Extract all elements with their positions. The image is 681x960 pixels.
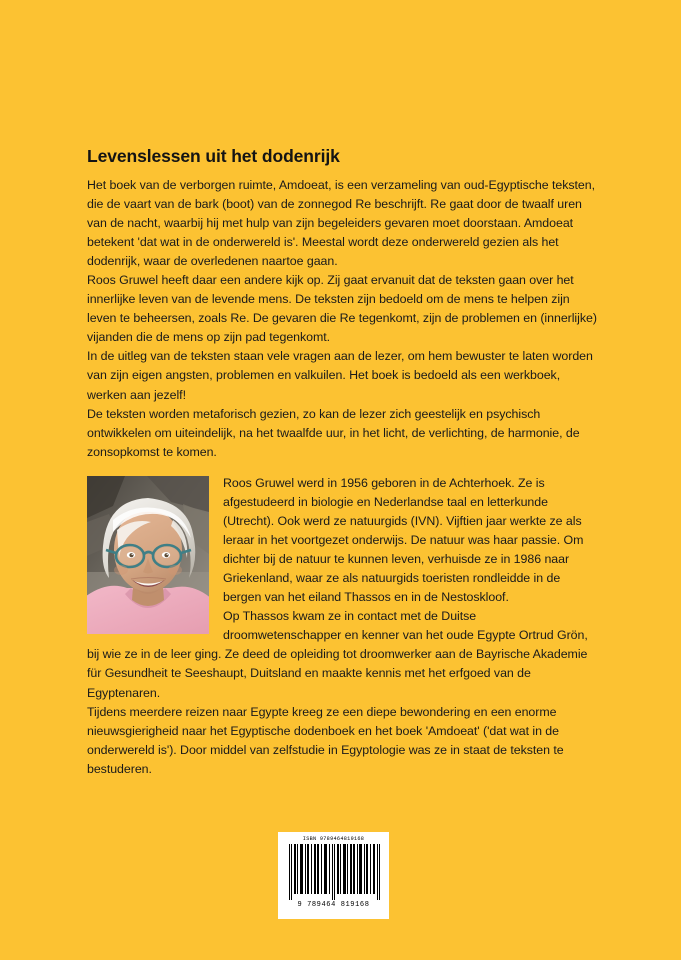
- bio-paragraph-2: Op Thassos kwam ze in contact met de Duitse droomwetenschapper en kenner van het oude Egypte Ortrud Grön, bij wie ze in de leer ging. Ze deed de opleiding tot droomwerker aan de Bayrische Akademie für Gesundheit te Seeshaupt, Duitsland en maakte kennis met het erfgoed van de Egyptenaren.: [87, 609, 588, 700]
- bio-paragraph-1: Roos Gruwel werd in 1956 geboren in de Achterhoek. Ze is afgestudeerd in biologie en Nederlandse taal en letterkunde (Utrecht). Ook werd ze natuurgids (IVN). Vijftien jaar werkte ze als leraar in het voortgezet onderwijs. De natuur was haar passie. Om dichter bij de natuur te kunnen leven, verhuisde ze in 1986 naar Griekenland, waar ze als natuurgids toeristen rondleidde in de bergen van het eiland Thassos en in de Nestoskloof.: [223, 476, 584, 605]
- barcode: [278, 832, 389, 919]
- bio-paragraph-3: Tijdens meerdere reizen naar Egypte kreeg ze een diepe bewondering en een enorme nieuwsgierigheid naar het Egyptische dodenboek en het boek 'Amdoeat' ('dat wat in de onderwereld is'). Door middel van zelfstudie in Egyptologie was ze in staat de teksten te bestuderen.: [87, 704, 564, 776]
- synopsis-paragraph-2: Roos Gruwel heeft daar een andere kijk op. Zij gaat ervanuit dat de teksten gaan over het innerlijke leven van de levende mens. De teksten zijn bedoeld om de mens te helpen zijn leven te beheersen, zoals Re. De gevaren die Re tegenkomt, zijn de problemen en (innerlijke) vijanden die de mens op zijn pad tegenkomt.: [87, 273, 597, 345]
- author-photo: [87, 476, 209, 634]
- synopsis-paragraph-4: De teksten worden metaforisch gezien, zo kan de lezer zich geestelijk en psychisch ontwikkelen om uiteindelijk, na het twaalfde uur, in het licht, de verlichting, de harmonie, de zonsopkomst te komen.: [87, 406, 580, 459]
- synopsis-paragraph-1: Het boek van de verborgen ruimte, Amdoeat, is een verzameling van oud-Egyptische teksten, die de vaart van de bark (boot) van de zonnegod Re beschrijft. Re gaat door de twaalf uren van de nacht, waarbij hij met hulp van zijn begeleiders gevaren moet doorstaan. Amdoeat betekent 'dat wat in de onderwereld is'. Meestal wordt deze onderwereld gezien als het dodenrijk, waar de overledenen naartoe gaan.: [87, 178, 595, 269]
- barcode-bars-icon: [288, 844, 380, 900]
- barcode-human-readable: 9 789464 819168: [297, 901, 370, 910]
- page-title: Levenslessen uit het dodenrijk: [87, 145, 340, 166]
- synopsis-paragraph-3: In de uitleg van de teksten staan vele vragen aan de lezer, om hem bewuster te laten worden van zijn eigen angsten, problemen en valkuilen. Het boek is bedoeld als een werkboek, werken aan jezelf!: [87, 349, 593, 402]
- synopsis-block: [87, 176, 597, 462]
- barcode-isbn-label: ISBN 9789464819168: [302, 836, 365, 842]
- author-bio-section: [87, 474, 597, 779]
